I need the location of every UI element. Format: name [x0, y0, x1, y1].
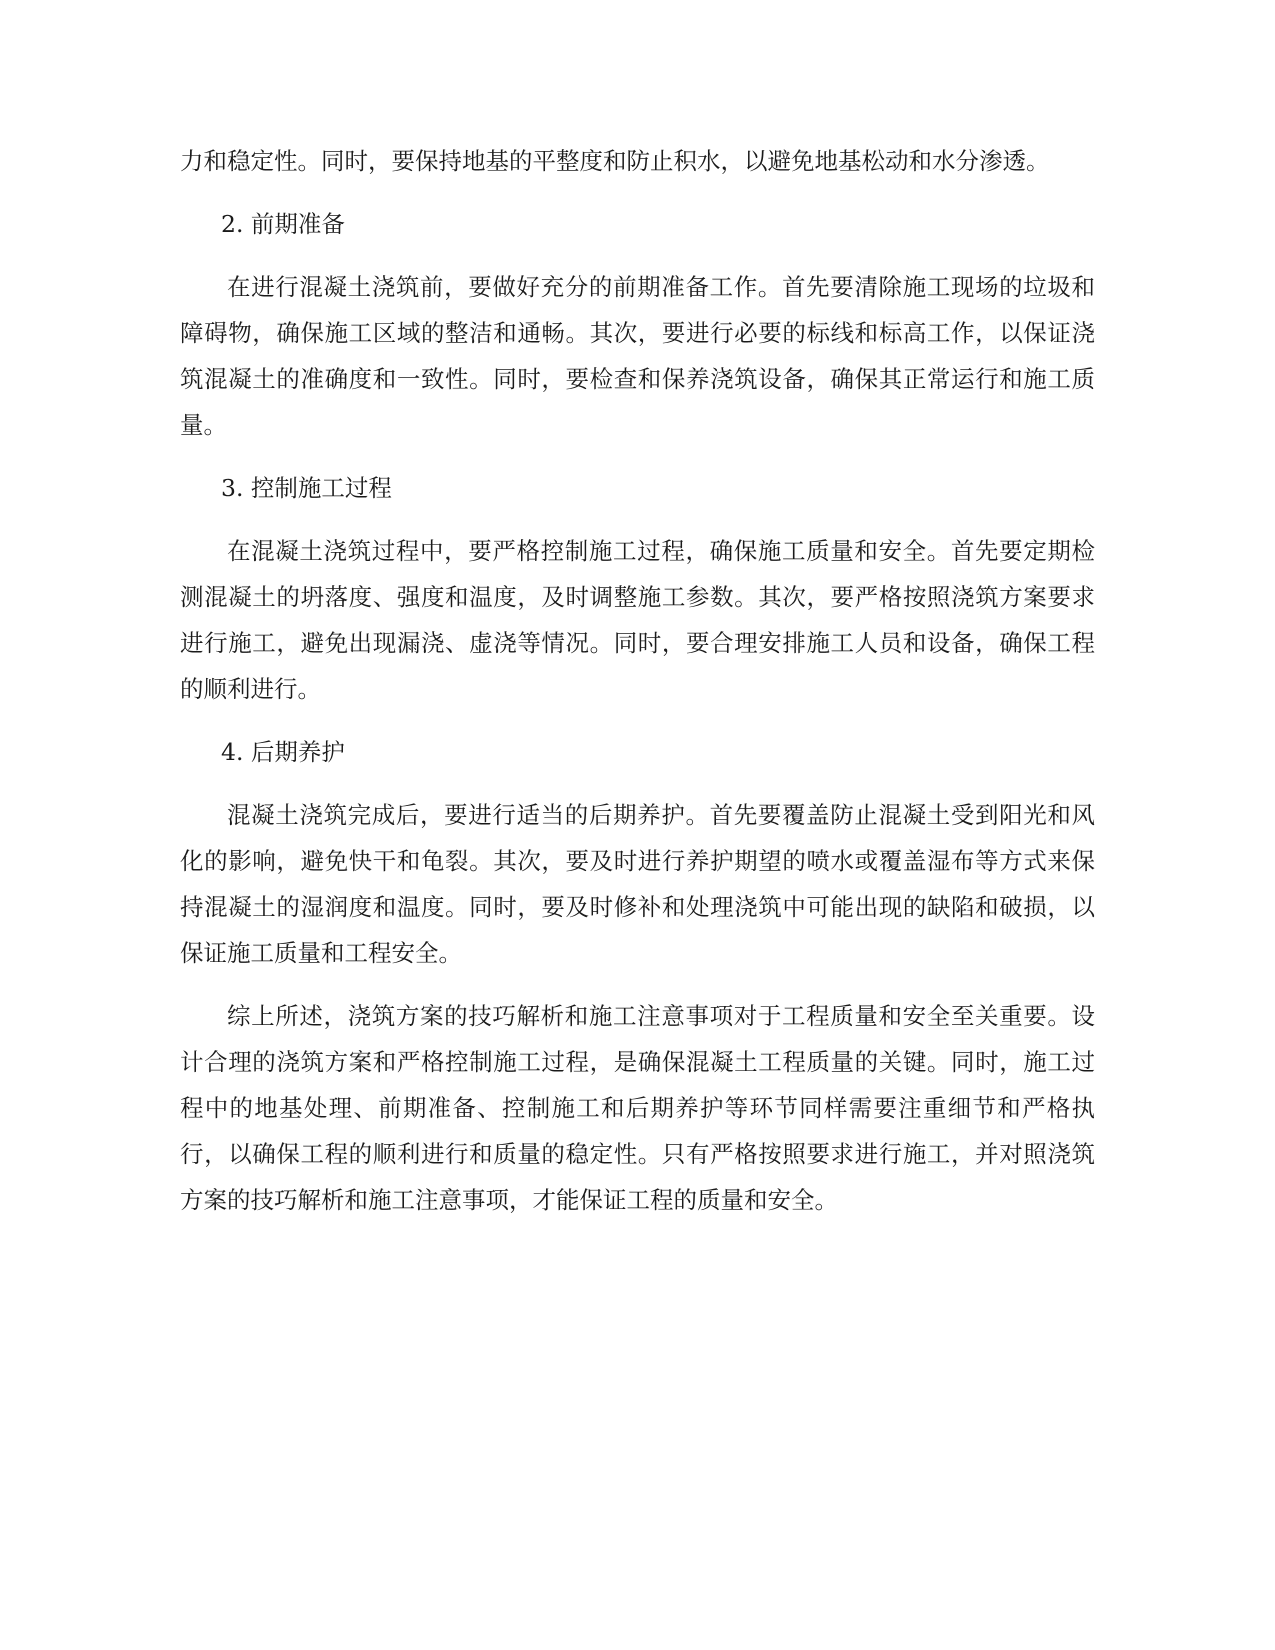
- paragraph-foundation-continued: 力和稳定性。同时，要保持地基的平整度和防止积水，以避免地基松动和水分渗透。: [180, 147, 1050, 175]
- document-page: [180, 138, 1095, 1240]
- section-heading-curing: 4. 后期养护: [221, 738, 345, 766]
- paragraph-preparation: 在进行混凝土浇筑前，要做好充分的前期准备工作。首先要清除施工现场的垃圾和障碍物，确保施工区域的整洁和通畅。其次，要进行必要的标线和标高工作，以保证浇筑混凝土的准确度和一致性。同时，要检查和保养浇筑设备，确保其正常运行和施工质量。: [180, 273, 1095, 439]
- section-heading-preparation: 2. 前期准备: [221, 210, 345, 238]
- paragraph-conclusion: 综上所述，浇筑方案的技巧解析和施工注意事项对于工程质量和安全至关重要。设计合理的浇筑方案和严格控制施工过程，是确保混凝土工程质量的关键。同时，施工过程中的地基处理、前期准备、控制施工和后期养护等环节同样需要注重细节和严格执行，以确保工程的顺利进行和质量的稳定性。只有严格按照要求进行施工，并对照浇筑方案的技巧解析和施工注意事项，才能保证工程的质量和安全。: [180, 1002, 1095, 1214]
- paragraph-curing: 混凝土浇筑完成后，要进行适当的后期养护。首先要覆盖防止混凝土受到阳光和风化的影响，避免快干和龟裂。其次，要及时进行养护期望的喷水或覆盖湿布等方式来保持混凝土的湿润度和温度。同时，要及时修补和处理浇筑中可能出现的缺陷和破损，以保证施工质量和工程安全。: [180, 801, 1095, 967]
- paragraph-process-control: 在混凝土浇筑过程中，要严格控制施工过程，确保施工质量和安全。首先要定期检测混凝土的坍落度、强度和温度，及时调整施工参数。其次，要严格按照浇筑方案要求进行施工，避免出现漏浇、虚浇等情况。同时，要合理安排施工人员和设备，确保工程的顺利进行。: [180, 537, 1095, 703]
- section-heading-process-control: 3. 控制施工过程: [221, 474, 392, 502]
